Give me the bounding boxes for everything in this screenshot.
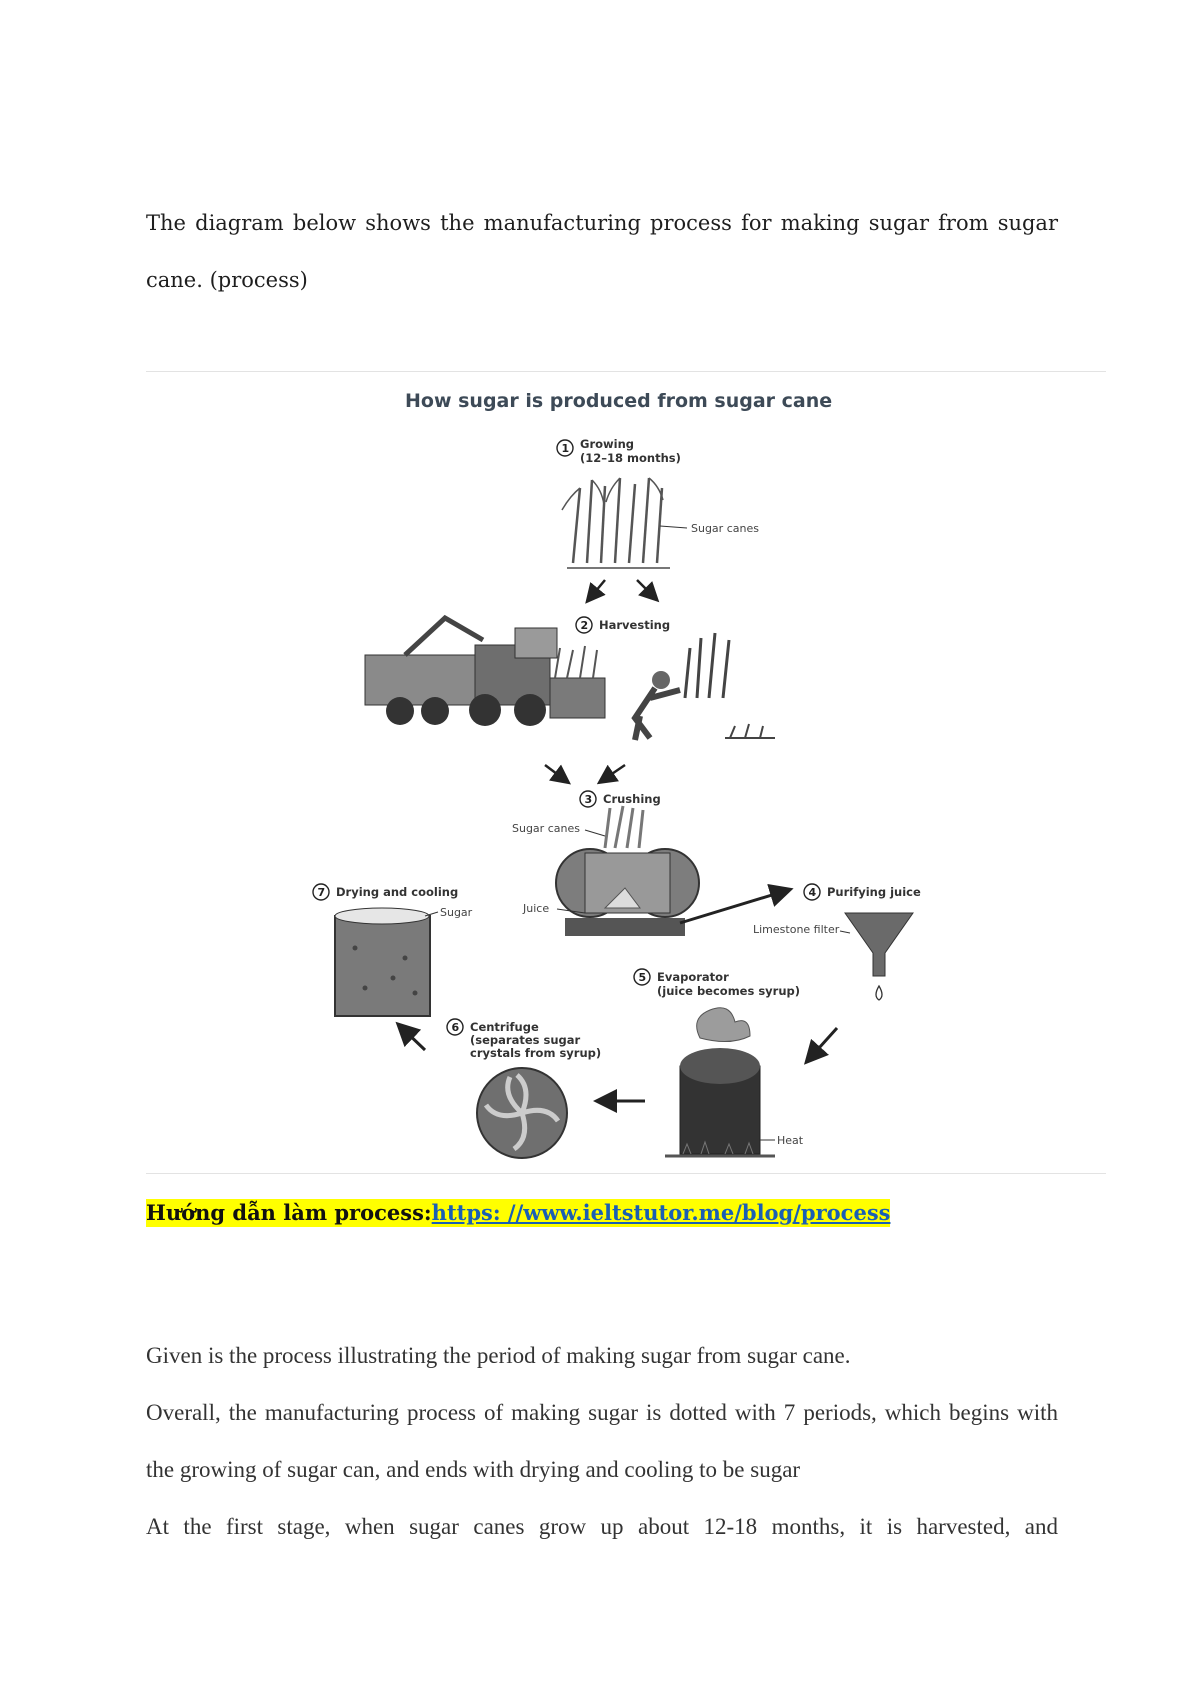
step-purifying-juice <box>753 884 921 1000</box>
svg-text:Crushing: Crushing <box>603 792 661 806</box>
juice-label: Juice <box>523 902 550 915</box>
svg-text:4: 4 <box>808 886 817 899</box>
svg-text:3: 3 <box>584 793 593 806</box>
guide-label: Hướng dẫn làm process: <box>146 1200 432 1225</box>
arrow-centrifuge-to-drying <box>402 1028 425 1050</box>
drying-drum-illustration <box>335 908 430 1016</box>
arrow-growing-to-harvester <box>590 580 605 598</box>
crushing-sugar-canes-label: Sugar canes <box>512 822 580 835</box>
arrow-purifying-to-evaporator <box>810 1028 837 1058</box>
svg-text:(separates sugar: (separates sugar <box>470 1033 581 1047</box>
sugar-label: Sugar <box>440 906 473 919</box>
step-crushing <box>512 791 699 936</box>
essay-paragraph-2: Overall, the manufacturing process of making sugar is dotted with 7 periods, which begins with the growing of sugar can, and ends with drying and cooling to be sugar <box>146 1400 1058 1482</box>
svg-text:5: 5 <box>638 971 647 984</box>
essay-paragraph-1: Given is the process illustrating the period of making sugar from sugar cane. <box>146 1343 851 1368</box>
step-evaporator <box>634 969 804 1156</box>
svg-text:6: 6 <box>451 1021 460 1034</box>
task-prompt: The diagram below shows the manufacturing process for making sugar from sugar cane. (process) <box>146 211 1058 292</box>
svg-text:crystals from syrup): crystals from syrup) <box>470 1046 602 1060</box>
guide-line <box>146 1198 890 1228</box>
arrow-growing-to-hand-harvest <box>637 580 654 597</box>
hand-harvest-illustration <box>635 633 775 740</box>
guide-link[interactable]: https: //www.ieltstutor.me/blog/process <box>431 1200 891 1225</box>
funnel-filter-illustration <box>845 913 913 1000</box>
step-drying-and-cooling <box>313 884 473 1016</box>
svg-text:Harvesting: Harvesting <box>599 618 671 632</box>
arrow-hand-to-crushing <box>603 765 625 780</box>
step-centrifuge <box>447 1019 601 1158</box>
svg-text:(12–18 months): (12–18 months) <box>580 451 681 465</box>
centrifuge-illustration <box>477 1068 567 1158</box>
sugar-canes-label: Sugar canes <box>691 522 759 535</box>
guide-highlight <box>146 1199 890 1227</box>
sugar-cane-field-illustration <box>562 478 670 568</box>
svg-text:Evaporator: Evaporator <box>657 970 729 984</box>
svg-text:Growing: Growing <box>580 437 634 451</box>
step-harvesting <box>365 617 775 740</box>
divider-top <box>146 371 1106 372</box>
step-growing <box>557 437 759 568</box>
svg-text:(juice becomes syrup): (juice becomes syrup) <box>657 984 801 998</box>
heat-label: Heat <box>777 1134 804 1147</box>
svg-text:7: 7 <box>317 886 326 899</box>
svg-text:Centrifuge: Centrifuge <box>470 1020 539 1034</box>
diagram-title: How sugar is produced from sugar cane <box>405 390 833 412</box>
arrow-harvester-to-crushing <box>545 765 565 780</box>
evaporator-tank-illustration <box>665 1008 775 1156</box>
limestone-filter-label: Limestone filter <box>753 923 840 936</box>
svg-text:1: 1 <box>561 442 570 455</box>
process-diagram <box>305 378 931 1170</box>
svg-text:Drying and cooling: Drying and cooling <box>336 885 459 899</box>
divider-bottom <box>146 1173 1106 1174</box>
harvester-illustration <box>365 618 605 726</box>
svg-text:2: 2 <box>580 619 589 632</box>
svg-text:Purifying juice: Purifying juice <box>827 885 921 899</box>
essay-paragraph-3: At the first stage, when sugar canes grow up about 12-18 months, it is harvested, and <box>146 1514 1058 1539</box>
